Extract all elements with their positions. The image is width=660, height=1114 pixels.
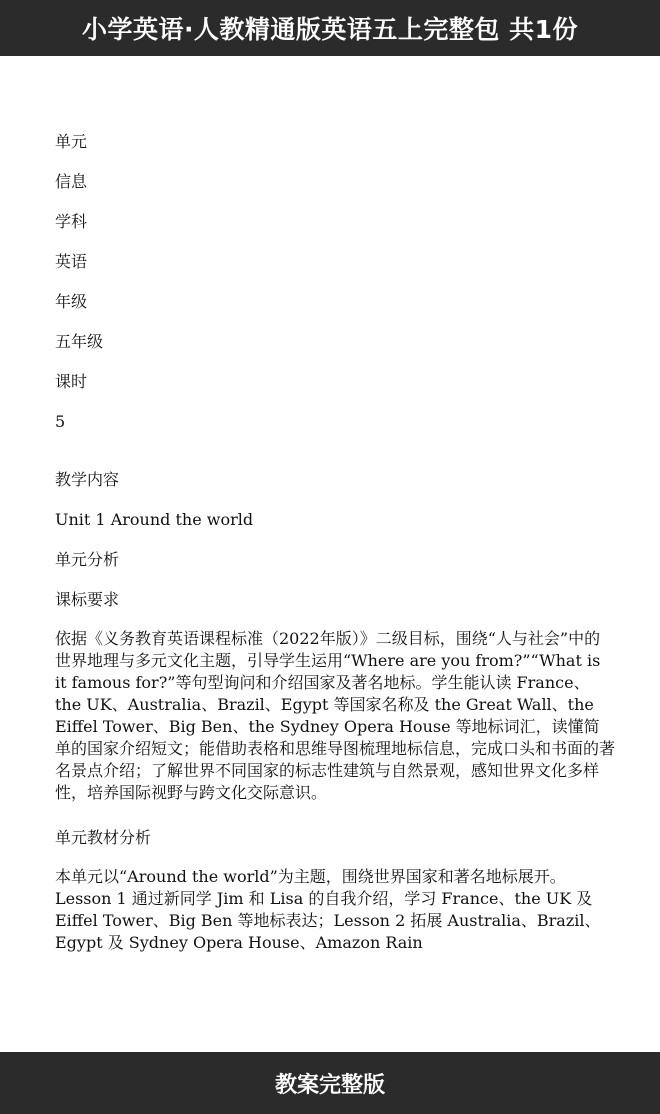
materials-label: 单元教材分析 <box>55 828 152 847</box>
footer-label: 教案完整版 <box>274 1072 385 1098</box>
document-body <box>55 122 615 954</box>
banner-title: 小学英语·人教精通版英语五上完整包 共1份 <box>81 15 579 44</box>
curriculum-label: 课标要求 <box>55 590 120 609</box>
field-unit: 单元 <box>55 132 88 151</box>
top-banner <box>0 0 660 56</box>
field-grade-label: 年级 <box>55 292 88 311</box>
field-info: 信息 <box>55 172 88 191</box>
field-hours-label: 课时 <box>55 372 88 391</box>
teaching-content-label: 教学内容 <box>55 470 120 489</box>
field-subject-label: 学科 <box>55 212 88 231</box>
field-grade-value: 五年级 <box>55 332 104 351</box>
curriculum-paragraph: 依据《义务教育英语课程标准（2022年版）》二级目标，围绕“人与社会”中的世界地理与多元文化主题，引导学生运用“Where are you from?”“What is it famous for?”等句型询问和介绍国家及著名地标。学生能认读 France、the UK、Australia、Brazil、Egypt 等国家名称及 the Great Wall、the Eiffel Tower、Big Ben、the Sydney Opera House 等地标词汇，读懂简单的国家介绍短文；能借助表格和思维导图梳理地标信息，完成口头和书面的著名景点介绍；了解世界不同国家的标志性建筑与自然景观，感知世界文化多样性，培养国际视野与跨文化交际意识。 <box>55 629 616 802</box>
bottom-banner <box>0 1052 660 1114</box>
spacer <box>55 442 615 460</box>
teaching-content-value: Unit 1 Around the world <box>55 510 254 529</box>
field-subject-value: 英语 <box>55 252 88 271</box>
materials-paragraph: 本单元以“Around the world”为主题，围绕世界国家和著名地标展开。Lesson 1 通过新同学 Jim 和 Lisa 的自我介绍，学习 France、the UK 及 Eiffel Tower、Big Ben 等地标表达；Lesson 2 拓展 Australia、Brazil、Egypt 及 Sydney Opera House、Amazon Rain <box>55 867 601 952</box>
unit-analysis-label: 单元分析 <box>55 550 120 569</box>
field-hours-value: 5 <box>55 412 66 431</box>
